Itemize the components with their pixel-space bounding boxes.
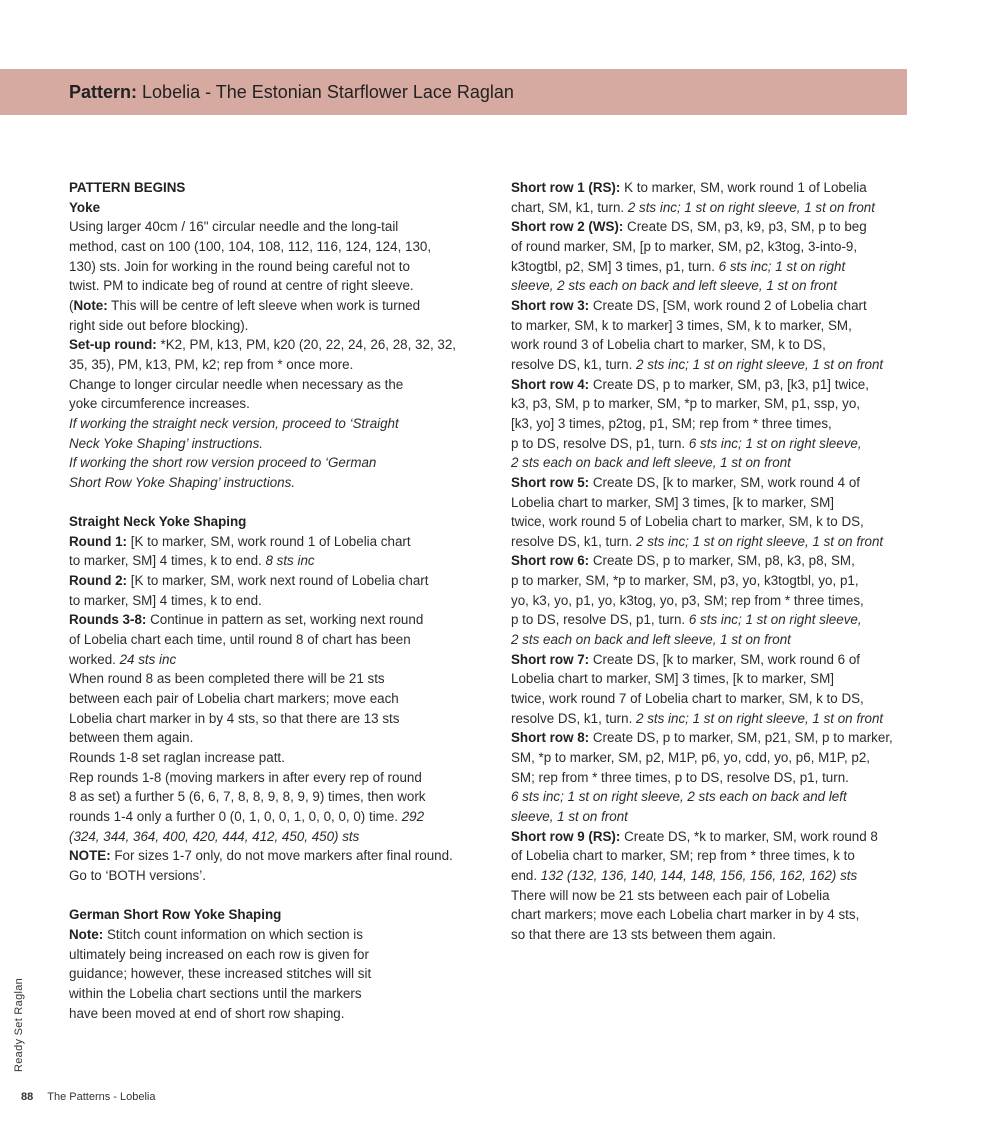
text-line (511, 925, 911, 945)
instruction-label: Note: (69, 926, 104, 942)
text-line (511, 237, 911, 257)
text-line (69, 905, 469, 925)
instruction-label: Short row 2 (WS): (511, 219, 624, 235)
text-line (69, 198, 469, 218)
text-line (69, 689, 469, 709)
text-line (511, 886, 911, 906)
text-line (69, 257, 469, 277)
body-text: [K to marker, SM, work next round of Lobelia chart (127, 573, 429, 589)
italic-note: If working the short row version proceed to ‘German (69, 455, 377, 471)
body-text: yoke circumference increases. (69, 396, 250, 412)
body-text: Using larger 40cm / 16" circular needle and the long-tail (69, 219, 399, 235)
instruction-label: Short row 4: (511, 376, 590, 392)
text-line (69, 571, 469, 591)
text-line (511, 630, 911, 650)
body-text: within the Lobelia chart sections until the markers (69, 985, 362, 1001)
italic-note: 6 sts inc; 1 st on right (718, 258, 846, 274)
body-text: ultimately being increased on each row is given for (69, 946, 369, 962)
text-line (69, 728, 469, 748)
text-line (69, 610, 469, 630)
text-line (511, 650, 911, 670)
body-text: k3togtbl, p2, SM] 3 times, p1, turn. (511, 258, 719, 274)
title-banner (0, 69, 907, 115)
italic-note: 2 sts inc; 1 st on right sleeve, 1 st on front (636, 710, 884, 726)
body-text: 130) sts. Join for working in the round being careful not to (69, 258, 410, 274)
text-line (69, 650, 469, 670)
body-text: Change to longer circular needle when necessary as the (69, 376, 404, 392)
body-text: Create DS, p to marker, SM, p8, k3, p8, SM, (589, 553, 855, 569)
text-line (511, 473, 911, 493)
text-line (511, 709, 911, 729)
italic-note: (324, 344, 364, 400, 420, 444, 412, 450, 450) sts (69, 828, 360, 844)
body-text: to marker, SM, k to marker] 3 times, SM, k to marker, SM, (511, 317, 852, 333)
text-line (69, 846, 469, 866)
text-line (69, 866, 469, 886)
italic-note: 2 sts each on back and left sleeve, 1 st on front (511, 632, 791, 648)
italic-note: 8 sts inc (265, 553, 315, 569)
body-text: This will be centre of left sleeve when work is turned (107, 297, 421, 313)
text-line (511, 846, 911, 866)
body-text: chart markers; move each Lobelia chart marker in by 4 sts, (511, 907, 860, 923)
italic-note: 292 (401, 808, 425, 824)
body-text: have been moved at end of short row shaping. (69, 1005, 345, 1021)
text-line (69, 787, 469, 807)
italic-note: 2 sts inc; 1 st on right sleeve, 1 st on front (627, 199, 875, 215)
text-line (69, 807, 469, 827)
text-line (69, 375, 469, 395)
text-line (69, 984, 469, 1004)
body-text: method, cast on 100 (100, 104, 108, 112, 116, 124, 124, 130, (69, 238, 432, 254)
body-text: of Lobelia chart to marker, SM; rep from * three times, k to (511, 848, 855, 864)
instruction-label: Short row 8: (511, 730, 590, 746)
text-line (511, 493, 911, 513)
text-line (69, 964, 469, 984)
right-column (511, 178, 911, 945)
instruction-label: Round 2: (69, 573, 128, 589)
italic-note: sleeve, 2 sts each on back and left sleeve, 1 st on front (511, 278, 838, 294)
text-line (69, 316, 469, 336)
text-line (511, 512, 911, 532)
text-line (69, 1004, 469, 1024)
body-text: twice, work round 7 of Lobelia chart to marker, SM, k to DS, (511, 691, 864, 707)
body-text: work round 3 of Lobelia chart to marker, SM, k to DS, (511, 337, 826, 353)
text-line (511, 198, 911, 218)
text-line (511, 414, 911, 434)
italic-note: 24 sts inc (119, 651, 177, 667)
text-line (511, 787, 911, 807)
body-text: chart, SM, k1, turn. (511, 199, 628, 215)
body-text: guidance; however, these increased stitches will sit (69, 966, 372, 982)
text-line (511, 532, 911, 552)
body-text: between each pair of Lobelia chart markers; move each (69, 691, 399, 707)
text-line (511, 669, 911, 689)
text-line (69, 296, 469, 316)
text-line (69, 925, 469, 945)
text-line (69, 178, 469, 198)
body-text: Create DS, *k to marker, SM, work round 8 (620, 828, 878, 844)
body-text: For sizes 1-7 only, do not move markers after final round. (110, 848, 453, 864)
italic-note: Neck Yoke Shaping’ instructions. (69, 435, 264, 451)
body-text: p to DS, resolve DS, p1, turn. (511, 435, 689, 451)
text-line (69, 532, 469, 552)
text-line (69, 335, 469, 355)
body-text: Create DS, [k to marker, SM, work round 4 of (589, 474, 861, 490)
text-line (69, 473, 469, 493)
body-text: Rep rounds 1-8 (moving markers in after every rep of round (69, 769, 422, 785)
instruction-label: Short row 9 (RS): (511, 828, 621, 844)
section-heading: PATTERN BEGINS (69, 180, 186, 195)
body-text: p to marker, SM, *p to marker, SM, p3, yo, k3togtbl, yo, p1, (511, 573, 859, 589)
body-text: ( (69, 297, 74, 313)
text-line (511, 434, 911, 454)
body-text: twice, work round 5 of Lobelia chart to marker, SM, k to DS, (511, 514, 864, 530)
italic-note: Short Row Yoke Shaping’ instructions. (69, 474, 296, 490)
body-text: so that there are 13 sts between them again. (511, 926, 777, 942)
instruction-label: Short row 3: (511, 297, 590, 313)
body-text: Stitch count information on which section is (103, 926, 363, 942)
section-heading: Straight Neck Yoke Shaping (69, 514, 247, 530)
body-text: 35, 35), PM, k13, PM, k2; rep from * once more. (69, 356, 354, 372)
text-line (69, 414, 469, 434)
body-text: K to marker, SM, work round 1 of Lobelia (620, 180, 867, 195)
paragraph-gap (69, 886, 469, 906)
body-text: of round marker, SM, [p to marker, SM, p2, k3tog, 3-into-9, (511, 238, 858, 254)
text-line (69, 630, 469, 650)
body-text: Create DS, [k to marker, SM, work round 6 of (589, 651, 861, 667)
text-line (69, 551, 469, 571)
text-line (511, 375, 911, 395)
body-text: twist. PM to indicate beg of round at centre of right sleeve. (69, 278, 414, 294)
body-text: right side out before blocking). (69, 317, 249, 333)
text-line (69, 748, 469, 768)
text-line (511, 768, 911, 788)
text-line (511, 827, 911, 847)
body-text: Lobelia chart marker in by 4 sts, so that there are 13 sts (69, 710, 400, 726)
text-line (511, 689, 911, 709)
body-text: Rounds 1-8 set raglan increase patt. (69, 750, 285, 766)
page-title (69, 81, 514, 103)
body-text: SM, *p to marker, SM, p2, M1P, p6, yo, cdd, yo, p6, M1P, p2, (511, 750, 870, 766)
body-text: There will now be 21 sts between each pair of Lobelia (511, 887, 830, 903)
body-text: Create DS, p to marker, SM, p3, [k3, p1] twice, (589, 376, 869, 392)
section-heading: Yoke (69, 199, 101, 215)
instruction-label: Note: (73, 297, 108, 313)
text-line (511, 571, 911, 591)
body-text: between them again. (69, 730, 194, 746)
book-title-side-label: Ready Set Raglan (13, 977, 25, 1072)
page-number: 88 (21, 1091, 34, 1103)
text-line (69, 355, 469, 375)
body-text: 8 as set) a further 5 (6, 6, 7, 8, 8, 9, 8, 9, 9) times, then work (69, 789, 426, 805)
text-line (511, 296, 911, 316)
text-line (69, 453, 469, 473)
instruction-label: Round 1: (69, 533, 128, 549)
italic-note: 2 sts inc; 1 st on right sleeve, 1 st on front (636, 533, 884, 549)
italic-note: 2 sts each on back and left sleeve, 1 st on front (511, 455, 791, 471)
text-line (69, 434, 469, 454)
text-line (69, 237, 469, 257)
text-line (511, 335, 911, 355)
text-line (69, 945, 469, 965)
text-line (511, 355, 911, 375)
body-text: k3, p3, SM, p to marker, SM, *p to marker, SM, p1, ssp, yo, (511, 396, 861, 412)
text-line (69, 669, 469, 689)
instruction-label: Short row 5: (511, 474, 590, 490)
body-text: *K2, PM, k13, PM, k20 (20, 22, 24, 26, 28, 32, 32, (156, 337, 456, 353)
text-line (69, 512, 469, 532)
body-text: resolve DS, k1, turn. (511, 533, 637, 549)
text-line (511, 610, 911, 630)
body-text: rounds 1-4 only a further 0 (0, 1, 0, 0, 1, 0, 0, 0, 0) time. (69, 808, 402, 824)
left-column (69, 178, 469, 1023)
body-text: Continue in pattern as set, working next round (146, 612, 424, 628)
italic-note: 132 (132, 136, 140, 144, 148, 156, 156, 162, 162) sts (540, 867, 858, 883)
text-line (511, 394, 911, 414)
body-text: p to DS, resolve DS, p1, turn. (511, 612, 689, 628)
pattern-title: Lobelia - The Estonian Starflower Lace Raglan (142, 82, 514, 102)
body-text: yo, k3, yo, p1, yo, k3tog, yo, p3, SM; rep from * three times, (511, 592, 864, 608)
text-line (511, 316, 911, 336)
text-line (511, 905, 911, 925)
instruction-label: NOTE: (69, 848, 111, 864)
text-line (511, 276, 911, 296)
italic-note: 6 sts inc; 1 st on right sleeve, 2 sts each on back and left (511, 789, 847, 805)
body-text: Lobelia chart to marker, SM] 3 times, [k to marker, SM] (511, 494, 834, 510)
instruction-label: Short row 6: (511, 553, 590, 569)
paragraph-gap (69, 493, 469, 513)
italic-note: sleeve, 1 st on front (511, 809, 628, 824)
body-text: to marker, SM] 4 times, k to end. (69, 553, 266, 569)
body-text: resolve DS, k1, turn. (511, 356, 637, 372)
text-line (511, 453, 911, 473)
instruction-label: Set-up round: (69, 337, 157, 353)
body-text: Create DS, [SM, work round 2 of Lobelia chart (589, 297, 867, 313)
text-line (69, 217, 469, 237)
body-text: worked. (69, 651, 120, 667)
body-text: of Lobelia chart each time, until round 8 of chart has been (69, 632, 411, 648)
body-text: Create DS, p to marker, SM, p21, SM, p to marker, (589, 730, 893, 746)
pattern-label: Pattern: (69, 82, 138, 102)
instruction-label: Rounds 3-8: (69, 612, 147, 628)
body-text: Create DS, SM, p3, k9, p3, SM, p to beg (623, 219, 867, 235)
section-name: The Patterns - Lobelia (47, 1091, 156, 1103)
text-line (511, 551, 911, 571)
text-line (69, 768, 469, 788)
italic-note: If working the straight neck version, proceed to ‘Straight (69, 415, 399, 431)
text-line (511, 591, 911, 611)
text-line (69, 394, 469, 414)
italic-note: 6 sts inc; 1 st on right sleeve, (688, 612, 862, 628)
instruction-label: Short row 1 (RS): (511, 180, 621, 195)
body-text: SM; rep from * three times, p to DS, resolve DS, p1, turn. (511, 769, 849, 785)
text-line (511, 748, 911, 768)
text-line (511, 807, 911, 827)
text-line (69, 709, 469, 729)
text-line (511, 178, 911, 198)
body-text: [k3, yo] 3 times, p2tog, p1, SM; rep from * three times, (511, 415, 832, 431)
body-text: end. (511, 867, 541, 883)
page-footer (21, 1091, 155, 1103)
body-text: When round 8 as been completed there will be 21 sts (69, 671, 385, 687)
body-text: resolve DS, k1, turn. (511, 710, 637, 726)
text-line (69, 827, 469, 847)
instruction-label: Short row 7: (511, 651, 590, 667)
text-line (511, 217, 911, 237)
text-line (511, 257, 911, 277)
body-text: Lobelia chart to marker, SM] 3 times, [k to marker, SM] (511, 671, 834, 687)
italic-note: 6 sts inc; 1 st on right sleeve, (688, 435, 862, 451)
text-line (69, 591, 469, 611)
text-line (511, 866, 911, 886)
body-text: to marker, SM] 4 times, k to end. (69, 592, 262, 608)
section-heading: German Short Row Yoke Shaping (69, 907, 282, 923)
text-line (511, 728, 911, 748)
italic-note: 2 sts inc; 1 st on right sleeve, 1 st on front (636, 356, 884, 372)
text-line (69, 276, 469, 296)
body-text: [K to marker, SM, work round 1 of Lobelia chart (127, 533, 411, 549)
body-text: Go to ‘BOTH versions’. (69, 867, 206, 883)
